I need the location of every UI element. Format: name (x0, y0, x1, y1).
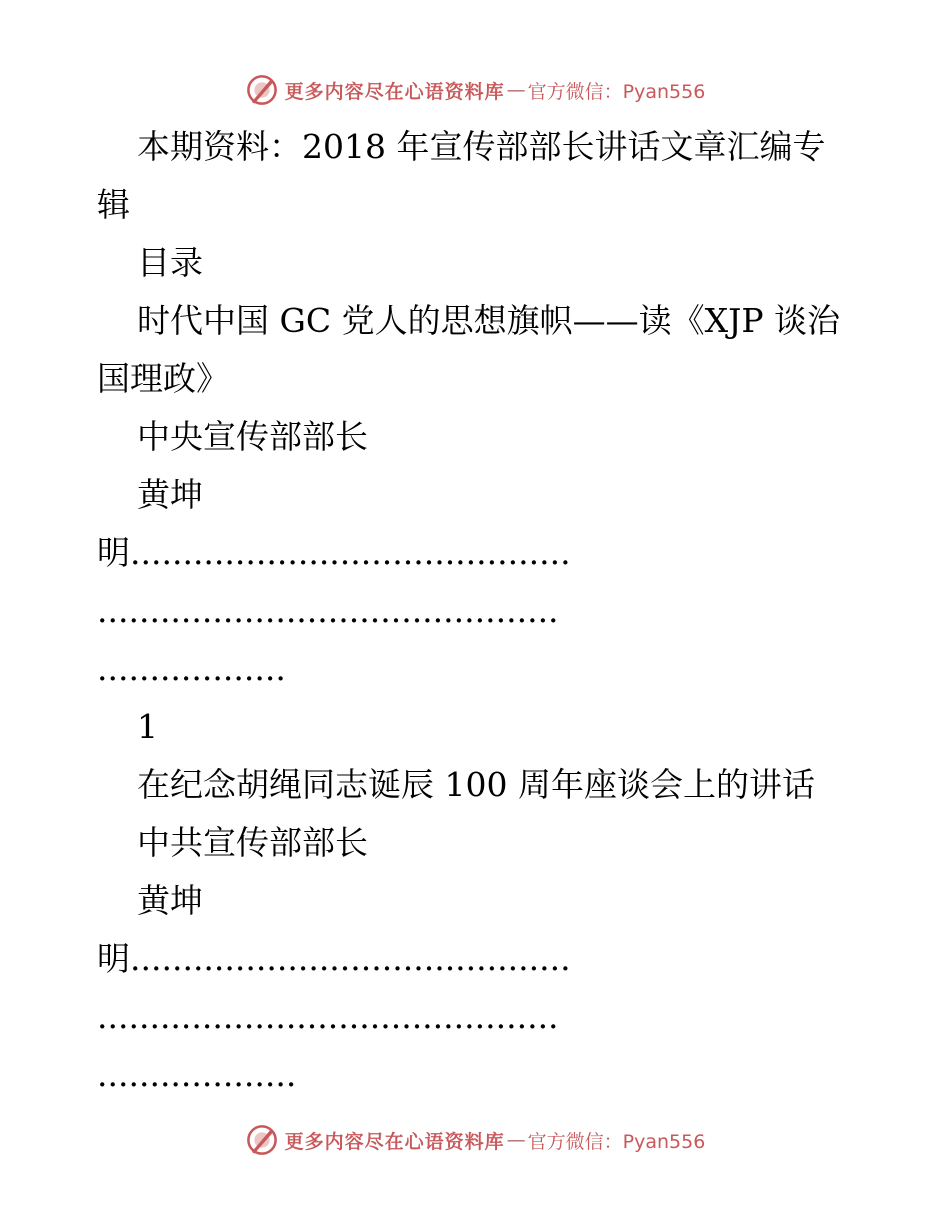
toc-entry-author-line-1: 黄坤 (137, 475, 203, 514)
header-watermark (0, 70, 950, 110)
document-title-line-2: 辑 (97, 185, 130, 224)
toc-entry-author-line-2 (97, 524, 857, 582)
toc-entry-author-line-1: 黄坤 (137, 881, 203, 920)
watermark-contact: 官方微信：Pyan556 (527, 1130, 706, 1153)
watermark-brand: 更多内容尽在心语资料库 (284, 80, 505, 103)
toc-entry-title-line-1: 在纪念胡绳同志诞辰 100 周年座谈会上的讲话 (137, 765, 815, 804)
footer-watermark (0, 1120, 950, 1160)
toc-leader-dots-line-3: ................... (97, 1055, 297, 1094)
document-body (97, 118, 857, 1104)
toc-entry-author-end: 明 (97, 939, 130, 978)
quill-circle-logo-icon (245, 1123, 279, 1157)
toc-entry-position: 中央宣传部部长 (137, 417, 368, 456)
toc-heading: 目录 (137, 243, 203, 282)
toc-leader-dots: .......................................... (130, 533, 571, 572)
toc-entry-position: 中共宣传部部长 (137, 823, 368, 862)
toc-entry-page-number: 1 (137, 707, 158, 746)
watermark-separator: — (506, 79, 526, 101)
toc-entry[interactable] (97, 756, 857, 1104)
toc-entry[interactable] (97, 292, 857, 756)
toc-entry-author-line-2 (97, 930, 857, 988)
toc-entry-title-line-2: 国理政》 (97, 359, 229, 398)
quill-circle-logo-icon (245, 73, 279, 107)
toc-entry-title-line-1: 时代中国 GC 党人的思想旗帜——读《XJP 谈治 (137, 301, 841, 340)
watermark-separator: — (506, 1129, 526, 1151)
watermark-brand: 更多内容尽在心语资料库 (284, 1130, 505, 1153)
toc-entry-author-end: 明 (97, 533, 130, 572)
toc-leader-dots-line-3: .................. (97, 649, 286, 688)
toc-leader-dots-line-2: ............................................ (97, 997, 559, 1036)
document-title-line-1: 本期资料：2018 年宣传部部长讲话文章汇编专 (137, 127, 826, 166)
watermark-contact: 官方微信：Pyan556 (527, 80, 706, 103)
toc-leader-dots-line-2: ............................................ (97, 591, 559, 630)
toc-leader-dots: .......................................... (130, 939, 571, 978)
